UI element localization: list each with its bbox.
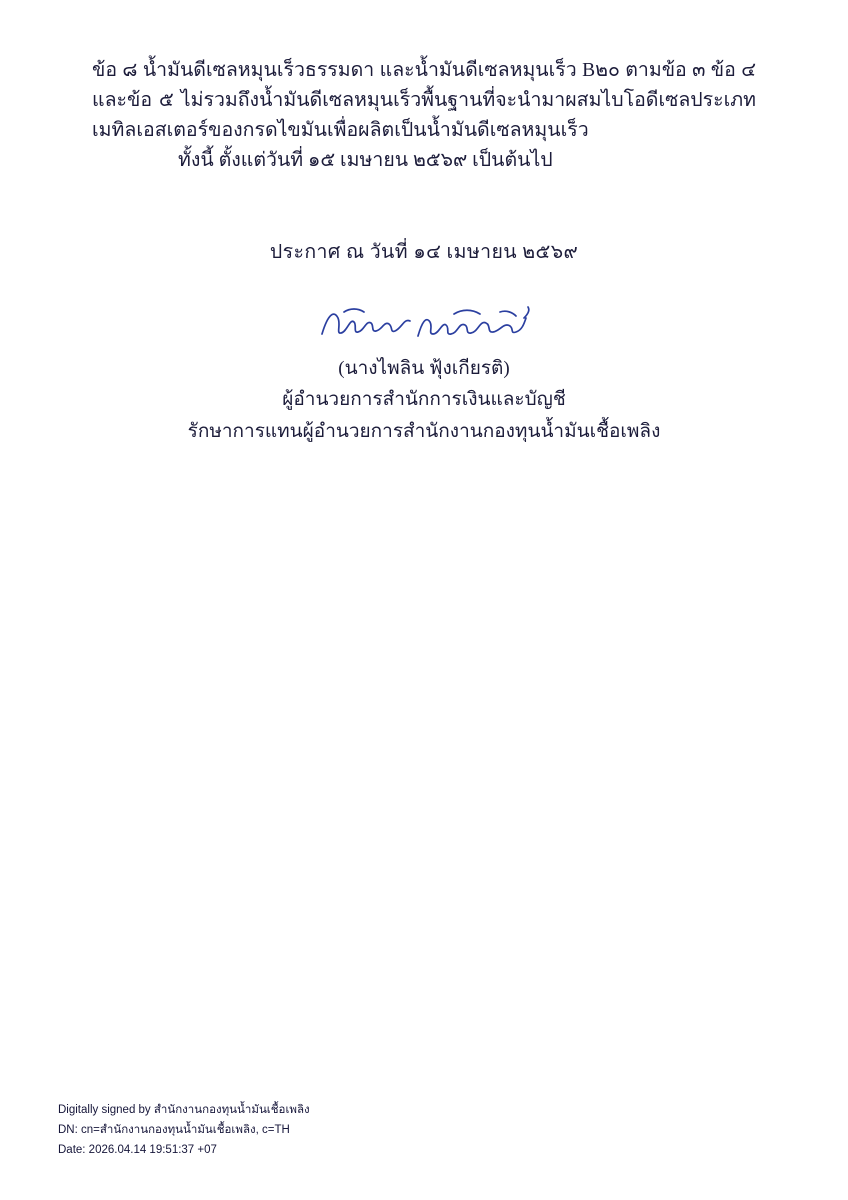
signer-title-primary: ผู้อำนวยการสำนักการเงินและบัญชี: [282, 389, 566, 410]
digital-signature-block: [58, 1100, 310, 1160]
announcement-date-line: ประกาศ ณ วันที่ ๑๔ เมษายน ๒๕๖๙: [269, 242, 579, 263]
handwritten-signature-icon: [0, 300, 848, 352]
paragraph-clause-8: ข้อ ๘ น้ำมันดีเซลหมุนเร็วธรรมดา และน้ำมันดีเซลหมุนเร็ว B๒๐ ตามข้อ ๓ ข้อ ๔ และข้อ ๕ ไม่รวมถึงน้ำมันดีเซลหมุนเร็วพื้นฐานที่จะนำมาผสมไบโอดีเซลประเภทเมทิลเอสเตอร์ของกรดไขมันเพื่อผลิตเป็นน้ำมันดีเซลหมุนเร็ว: [92, 60, 756, 141]
paragraph-effective-date: ทั้งนี้ ตั้งแต่วันที่ ๑๕ เมษายน ๒๕๖๙ เป็นต้นไป: [178, 150, 553, 171]
digital-signature-line-1: Digitally signed by สำนักงานกองทุนน้ำมันเชื้อเพลิง: [58, 1104, 310, 1116]
signer-title-secondary: รักษาการแทนผู้อำนวยการสำนักงานกองทุนน้ำมันเชื้อเพลิง: [187, 421, 661, 442]
digital-signature-line-2: DN: cn=สำนักงานกองทุนน้ำมันเชื้อเพลิง, c=TH: [58, 1124, 290, 1136]
signature-block: [0, 300, 848, 448]
document-body: [92, 56, 756, 176]
digital-signature-line-3: Date: 2026.04.14 19:51:37 +07: [58, 1144, 217, 1156]
signer-name: (นางไพลิน ฟุ้งเกียรติ): [338, 358, 510, 379]
